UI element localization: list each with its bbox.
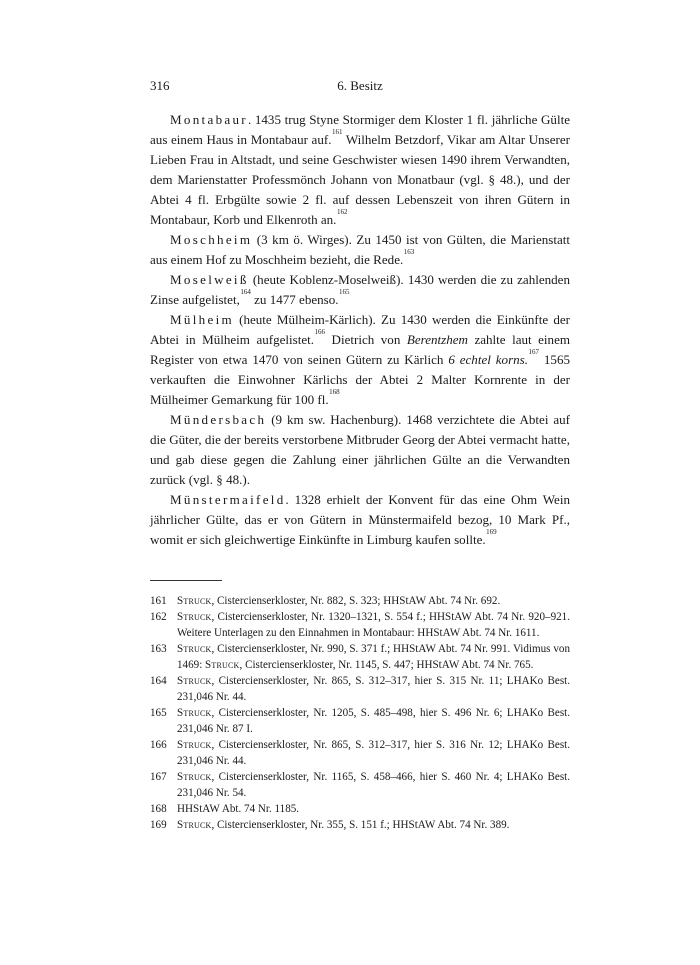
footnote-number: 165 bbox=[150, 707, 167, 719]
footnotes bbox=[150, 593, 570, 833]
footnote-ref: 162 bbox=[336, 208, 348, 216]
paragraph: Moschheim (3 km ö. Wirges). Zu 1450 ist von Gülten, die Marienstatt aus einem Hof zu Moschheim bezieht, die Rede.$^{163}$ bbox=[150, 232, 570, 267]
footnote-ref: 165 bbox=[339, 288, 350, 296]
footnote-divider bbox=[150, 580, 222, 581]
footnote-text: Struck, Cistercienserkloster, Nr. 1205, S. 485–498, hier S. 496 Nr. 6; LHAKo Best. 231,046 Nr. 87 I. bbox=[177, 707, 570, 735]
place-name: Mülheim bbox=[170, 312, 234, 327]
footnote-number: 164 bbox=[150, 675, 167, 687]
footnote bbox=[150, 593, 570, 609]
footnote bbox=[150, 769, 570, 801]
footnote-text: Struck, Cistercienserkloster, Nr. 865, S. 312–317, hier S. 316 Nr. 12; LHAKo Best. 231,046 Nr. 44. bbox=[177, 739, 570, 767]
footnote-text: Struck, Cistercienserkloster, Nr. 990, S. 371 f.; HHStAW Abt. 74 Nr. 991. Vidimus von 1469: Struck, Cistercienserkloster, Nr. 1145, S. 447; HHStAW Abt. 74 Nr. 765. bbox=[177, 643, 570, 671]
footnote bbox=[150, 737, 570, 769]
place-name: Montabaur bbox=[170, 112, 248, 127]
footnote-text: Struck, Cistercienserkloster, Nr. 355, S. 151 f.; HHStAW Abt. 74 Nr. 389. bbox=[177, 819, 510, 831]
footnote bbox=[150, 817, 570, 833]
footnote-ref: 163 bbox=[403, 248, 415, 256]
paragraph: Münstermaifeld. 1328 erhielt der Konvent für das eine Ohm Wein jährlicher Gülte, das er von Gütern in Münstermaifeld bezog, 10 Mark Pf., womit er sich gleichwertige Einkünfte in Limburg kaufen sollte.$^{169}$ bbox=[150, 492, 570, 547]
footnote-text: Struck, Cistercienserkloster, Nr. 865, S. 312–317, hier S. 315 Nr. 11; LHAKo Best. 231,046 Nr. 44. bbox=[177, 675, 570, 703]
place-name: Münstermaifeld bbox=[170, 492, 286, 507]
place-name: Mündersbach bbox=[170, 412, 267, 427]
footnote-text: Struck, Cistercienserkloster, Nr. 1320–1321, S. 554 f.; HHStAW Abt. 74 Nr. 920–921. Weitere Unterlagen zu den Einnahmen in Montabaur: HHStAW Abt. 74 Nr. 1611. bbox=[177, 611, 570, 639]
footnote-ref: 167 bbox=[528, 348, 540, 356]
page-header bbox=[150, 78, 570, 98]
page-number: 316 bbox=[150, 78, 170, 93]
footnote-ref: 169 bbox=[486, 528, 497, 536]
footnote-ref: 166 bbox=[314, 328, 326, 336]
paragraph: Mülheim (heute Mülheim-Kärlich). Zu 1430 werden die Einkünfte der Abtei in Mülheim aufgelistet.$^{166}$ Dietrich von Berentzhem zahlte laut einem Register von etwa 1470 von seinen Gütern zu Kärlich 6 echtel korns.$^{167}$ 1565 verkauften die Einwohner Kärlichs der Abtei 2 Malter Kornrente in der Mülheimer Gemarkung für 100 fl.$^{168}$ bbox=[150, 312, 571, 407]
footnote-number: 162 bbox=[150, 611, 167, 623]
footnote bbox=[150, 673, 570, 705]
place-name: Moselweiß bbox=[170, 272, 249, 287]
paragraph: Mündersbach (9 km sw. Hachenburg). 1468 verzichtete die Abtei auf die Güter, die der bereits verstorbene Mitbruder Georg der Abtei vermacht hatte, und gab diese gegen die Zahlung einer jährlichen Gülte an die Verwandten zurück (vgl. § 48.). bbox=[150, 412, 570, 487]
paragraph: Montabaur. 1435 trug Styne Stormiger dem Kloster 1 fl. jährliche Gülte aus einem Haus in Montabaur auf.$^{161}$ Wilhelm Betzdorf, Vikar am Altar Unserer Lieben Frau in Altstadt, und seine Geschwister wiesen 1490 ihrem Verwandten, dem Marienstatter Professmönch Johann von Monatbaur (vgl. § 48.), und der Abtei 4 fl. Erbgülte sowie 2 fl. auf dessen Lebenszeit von ihren Gütern in Montabaur, Korb und Elkenroth an.$^{162}$ bbox=[150, 112, 570, 227]
footnote-text: Struck, Cistercienserkloster, Nr. 1165, S. 458–466, hier S. 460 Nr. 4; LHAKo Best. 231,046 Nr. 54. bbox=[177, 771, 570, 799]
body-text bbox=[150, 110, 570, 550]
footnote-number: 169 bbox=[150, 819, 167, 831]
footnote-number: 163 bbox=[150, 643, 167, 655]
footnote-ref: 161 bbox=[331, 128, 343, 136]
footnote-text: HHStAW Abt. 74 Nr. 1185. bbox=[177, 803, 300, 815]
footnote-ref: 164 bbox=[240, 288, 251, 296]
footnote bbox=[150, 609, 570, 641]
footnote-text: Struck, Cistercienserkloster, Nr. 882, S. 323; HHStAW Abt. 74 Nr. 692. bbox=[177, 595, 501, 607]
footnote bbox=[150, 801, 570, 817]
footnote-number: 168 bbox=[150, 803, 167, 815]
footnote-number: 161 bbox=[150, 595, 167, 607]
footnote-number: 167 bbox=[150, 771, 167, 783]
book-page bbox=[150, 78, 570, 833]
running-title: 6. Besitz bbox=[337, 78, 383, 93]
paragraph: Moselweiß (heute Koblenz-Moselweiß). 1430 werden die zu zahlenden Zinse aufgelistet,$^{164}$ zu 1477 ebenso.$^{165}$ bbox=[150, 272, 570, 307]
footnote bbox=[150, 705, 570, 737]
footnote bbox=[150, 641, 570, 673]
footnote-number: 166 bbox=[150, 739, 167, 751]
footnote-ref: 168 bbox=[329, 388, 340, 396]
place-name: Moschheim bbox=[170, 232, 253, 247]
